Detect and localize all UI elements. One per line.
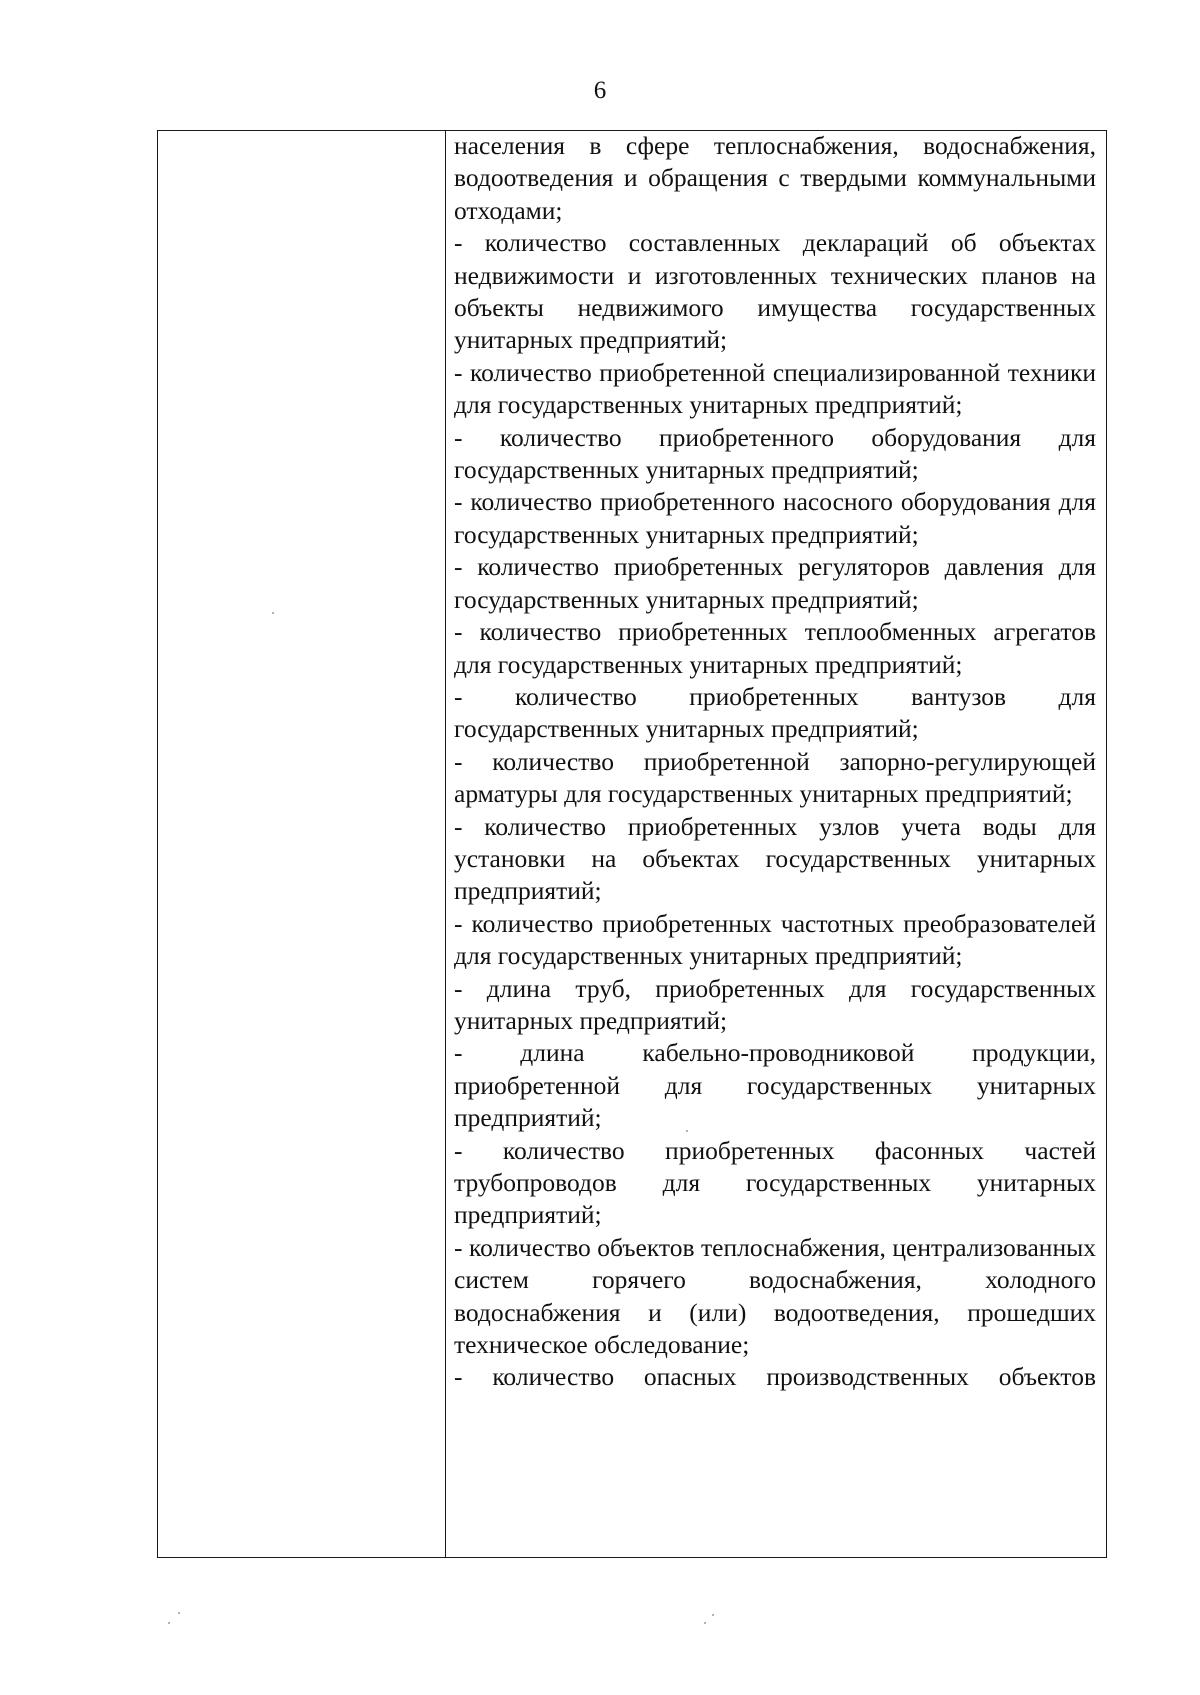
paragraph-pump-equipment: - количество приобретенного насосного оборудования для государственных унитарных предприятий; xyxy=(454,487,1096,549)
paragraph-pipe-fittings: - количество приобретенных фасонных частей трубопроводов для государственных унитарных предприятий; xyxy=(454,1135,1096,1230)
paragraph-special-machinery: - количество приобретенной специализированной техники для государственных унитарных предприятий; xyxy=(454,357,1096,420)
document-table xyxy=(157,130,1107,1558)
scan-speck xyxy=(272,612,274,614)
paragraph-shutoff-valves: - количество приобретенной запорно-регулирующей арматуры для государственных унитарных предприятий; xyxy=(454,746,1096,809)
right-cell-text xyxy=(454,131,1096,1394)
scan-speck xyxy=(686,1130,688,1132)
paragraph-inspected-objects: - количество объектов теплоснабжения, централизованных систем горячего водоснабжения, холодного водоснабжения и (или) водоотведения, прошедших техническое обследование; xyxy=(454,1232,1096,1360)
paragraph-air-valves: - количество приобретенных вантузов для государственных унитарных предприятий; xyxy=(454,681,1096,744)
table-left-cell xyxy=(158,131,446,1557)
scan-speck xyxy=(704,1622,706,1624)
paragraph-pipe-length: - длина труб, приобретенных для государственных унитарных предприятий; xyxy=(454,973,1096,1035)
paragraph-cable-length: - длина кабельно-проводниковой продукции, приобретенной для государственных унитарных предприятий; xyxy=(454,1038,1096,1133)
scan-speck xyxy=(712,1614,714,1616)
table-right-cell xyxy=(446,131,1106,1557)
scan-speck xyxy=(168,1622,170,1624)
paragraph-frequency-converters: - количество приобретенных частотных преобразователей для государственных унитарных предприятий; xyxy=(454,908,1096,971)
paragraph-declarations: - количество составленных деклараций об объектах недвижимости и изготовленных технических планов на объекты недвижимого имущества государственных унитарных предприятий; xyxy=(454,228,1096,355)
scan-speck xyxy=(178,1612,180,1614)
paragraph-heat-exchangers: - количество приобретенных теплообменных агрегатов для государственных унитарных предприятий; xyxy=(454,617,1096,679)
paragraph-equipment: - количество приобретенного оборудования для государственных унитарных предприятий; xyxy=(454,422,1096,485)
paragraph-pressure-regulators: - количество приобретенных регуляторов давления для государственных унитарных предприятий; xyxy=(454,552,1096,614)
paragraph-hazardous-objects: - количество опасных производственных объектов xyxy=(454,1362,1096,1392)
paragraph-population-services: населения в сфере теплоснабжения, водоснабжения, водоотведения и обращения с твердыми коммунальными отходами; xyxy=(454,131,1096,225)
paragraph-water-meters: - количество приобретенных узлов учета воды для установки на объектах государственных унитарных предприятий; xyxy=(454,811,1096,906)
page-number: 6 xyxy=(593,77,607,104)
